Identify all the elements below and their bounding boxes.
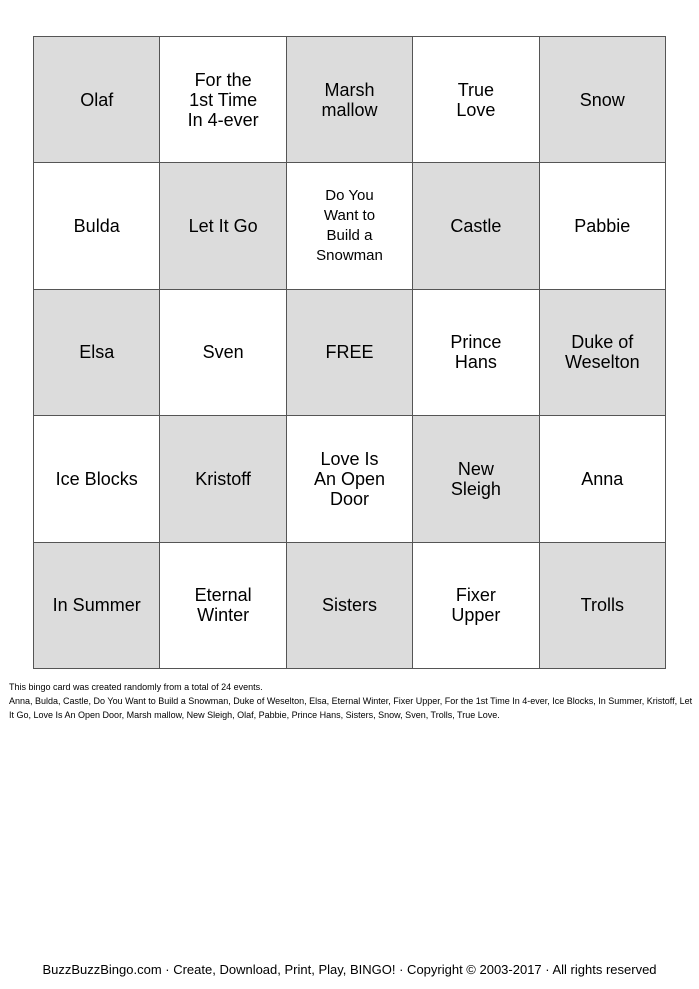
bingo-cell: Olaf	[34, 37, 160, 163]
bingo-cell: In Summer	[34, 543, 160, 669]
bingo-cell: Eternal Winter	[160, 543, 286, 669]
bingo-cell: Love Is An Open Door	[287, 416, 413, 542]
bingo-cell: Fixer Upper	[413, 543, 539, 669]
bingo-cell: For the 1st Time In 4-ever	[160, 37, 286, 163]
bingo-cell: New Sleigh	[413, 416, 539, 542]
note-summary: This bingo card was created randomly from a total of 24 events.	[9, 682, 263, 692]
bingo-cell: Trolls	[540, 543, 666, 669]
bingo-card-grid	[33, 36, 666, 669]
bingo-cell: Duke of Weselton	[540, 290, 666, 416]
bingo-cell: Do You Want to Build a Snowman	[287, 163, 413, 289]
bingo-cell: Let It Go	[160, 163, 286, 289]
bingo-cell: Prince Hans	[413, 290, 539, 416]
bingo-cell: Kristoff	[160, 416, 286, 542]
bingo-free-cell: FREE	[287, 290, 413, 416]
note-event-list: Anna, Bulda, Castle, Do You Want to Build a Snowman, Duke of Weselton, Elsa, Eternal Winter, Fixer Upper, For the 1st Time In 4-ever, Ice Blocks, In Summer, Kristoff, Let It Go, Love Is An Open Door, Marsh mallow, New Sleigh, Olaf, Pabbie, Prince Hans, Sisters, Snow, Sven, Trolls, True Love.	[9, 696, 693, 720]
bingo-cell: Castle	[413, 163, 539, 289]
bingo-cell: Snow	[540, 37, 666, 163]
bingo-cell: Anna	[540, 416, 666, 542]
footer-copyright: BuzzBuzzBingo.com · Create, Download, Print, Play, BINGO! · Copyright © 2003-2017 · All rights reserved	[42, 962, 657, 977]
bingo-cell: Ice Blocks	[34, 416, 160, 542]
bingo-cell: Sven	[160, 290, 286, 416]
bingo-cell: Pabbie	[540, 163, 666, 289]
bingo-cell: Sisters	[287, 543, 413, 669]
card-note	[9, 680, 694, 722]
bingo-cell: True Love	[413, 37, 539, 163]
bingo-cell: Marsh mallow	[287, 37, 413, 163]
bingo-cell: Elsa	[34, 290, 160, 416]
bingo-cell: Bulda	[34, 163, 160, 289]
